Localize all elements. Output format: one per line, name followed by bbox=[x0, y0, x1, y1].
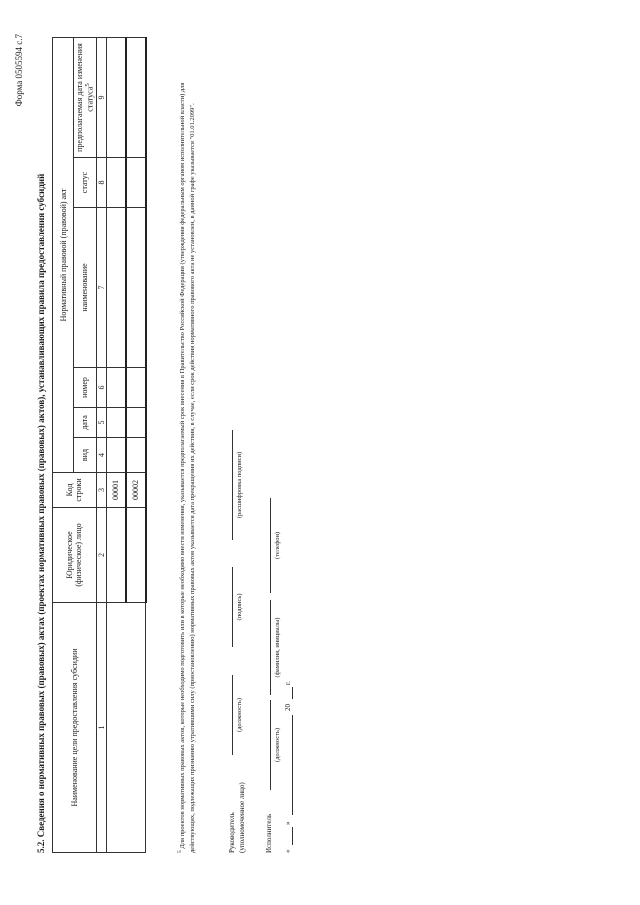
head-position-line bbox=[232, 675, 233, 755]
executor-phone-caption: (телефон) bbox=[274, 531, 281, 560]
footnote-mark: 5 bbox=[177, 850, 183, 853]
header-status: статус bbox=[74, 158, 97, 208]
table-row bbox=[106, 38, 126, 853]
head-label: Руководитель bbox=[228, 812, 236, 853]
executor-position-caption: (должность) bbox=[274, 727, 281, 763]
head-signature-line bbox=[232, 567, 233, 647]
type-cell bbox=[106, 438, 126, 473]
head-fullname-caption: (расшифровка подписи) bbox=[236, 451, 243, 519]
head-sublabel: (уполномоченное лицо) bbox=[238, 782, 246, 853]
status-cell bbox=[126, 158, 146, 208]
head-signature-caption: (подпись) bbox=[236, 593, 243, 621]
header-entity: Юридическое (физическое) лицо bbox=[53, 508, 97, 603]
date-day-line bbox=[292, 827, 293, 845]
name-cell bbox=[126, 208, 146, 368]
executor-phone-line bbox=[270, 498, 271, 593]
column-number-row bbox=[96, 38, 106, 853]
header-act-group: Нормативный правовой (правовой) акт bbox=[53, 38, 74, 473]
date-cell bbox=[126, 408, 146, 438]
form-code: Форма 0505594 с.7 bbox=[14, 34, 24, 107]
date-year-prefix: 20 bbox=[284, 704, 292, 711]
executor-position-line bbox=[270, 700, 271, 790]
expected-date-cell bbox=[106, 38, 126, 158]
section-title: 5.2. Сведения о нормативных правовых (правовых) актах (проектах нормативных правовых (правовых) актов), устанавливающих правила предоставления субсидий bbox=[36, 173, 46, 853]
number-cell bbox=[106, 368, 126, 408]
column-number: 3 bbox=[96, 473, 106, 508]
executor-name-line bbox=[270, 600, 271, 695]
column-number: 5 bbox=[96, 408, 106, 438]
footnote bbox=[175, 73, 198, 853]
date-year-line bbox=[292, 687, 293, 699]
header-type: вид bbox=[74, 438, 97, 473]
date-year-suffix: г. bbox=[284, 681, 292, 685]
executor-name-caption: (фамилия, инициалы) bbox=[274, 617, 281, 678]
date-quote-open: « bbox=[284, 849, 292, 853]
date-month-line bbox=[292, 715, 293, 815]
row-code-cell: 00001 bbox=[106, 473, 126, 508]
purpose-cell bbox=[106, 603, 146, 853]
regulations-table bbox=[52, 37, 147, 853]
column-number: 4 bbox=[96, 438, 106, 473]
entity-cell bbox=[106, 508, 126, 603]
header-date: дата bbox=[74, 408, 97, 438]
header-number: номер bbox=[74, 368, 97, 408]
number-cell bbox=[126, 368, 146, 408]
header-row-1 bbox=[53, 38, 74, 853]
name-cell bbox=[106, 208, 126, 368]
head-position-caption: (должность) bbox=[236, 697, 243, 733]
column-number: 8 bbox=[96, 158, 106, 208]
column-number: 1 bbox=[96, 603, 106, 853]
header-expected-date bbox=[74, 38, 97, 158]
executor-label: Исполнитель bbox=[265, 813, 273, 853]
row-code-cell: 00002 bbox=[126, 473, 146, 508]
header-expected-date-text: предполагаемая дата изменения статуса bbox=[75, 43, 95, 152]
date-quote-close: » bbox=[284, 821, 292, 825]
column-number: 9 bbox=[96, 38, 106, 158]
status-cell bbox=[106, 158, 126, 208]
head-fullname-line bbox=[232, 430, 233, 540]
column-number: 2 bbox=[96, 508, 106, 603]
header-purpose: Наименование цели предоставления субсидии bbox=[53, 603, 97, 853]
type-cell bbox=[126, 438, 146, 473]
footnote-text: Для проектов нормативных правовых актов, которые необходимо подготовить или в которые необходимо внести изменения, указывается предполагаемый срок внесения в Правительство Российской Федерации (утверждения федеральным органом исполнительной власти) для действующих, подлежащих признанию утратившими силу (приостановлению) нормативных правовых актов указывается дата прекращения их действия, в случае, если срок действия нормативного правового акта не установлен, в данной графе указывается "01.01.2099". bbox=[179, 82, 197, 853]
column-number: 7 bbox=[96, 208, 106, 368]
column-number: 6 bbox=[96, 368, 106, 408]
header-name: наименование bbox=[74, 208, 97, 368]
date-cell bbox=[106, 408, 126, 438]
entity-cell bbox=[126, 508, 146, 603]
footnote-ref: 5 bbox=[84, 83, 91, 87]
header-row-code: Код строки bbox=[53, 473, 97, 508]
expected-date-cell bbox=[126, 38, 146, 158]
